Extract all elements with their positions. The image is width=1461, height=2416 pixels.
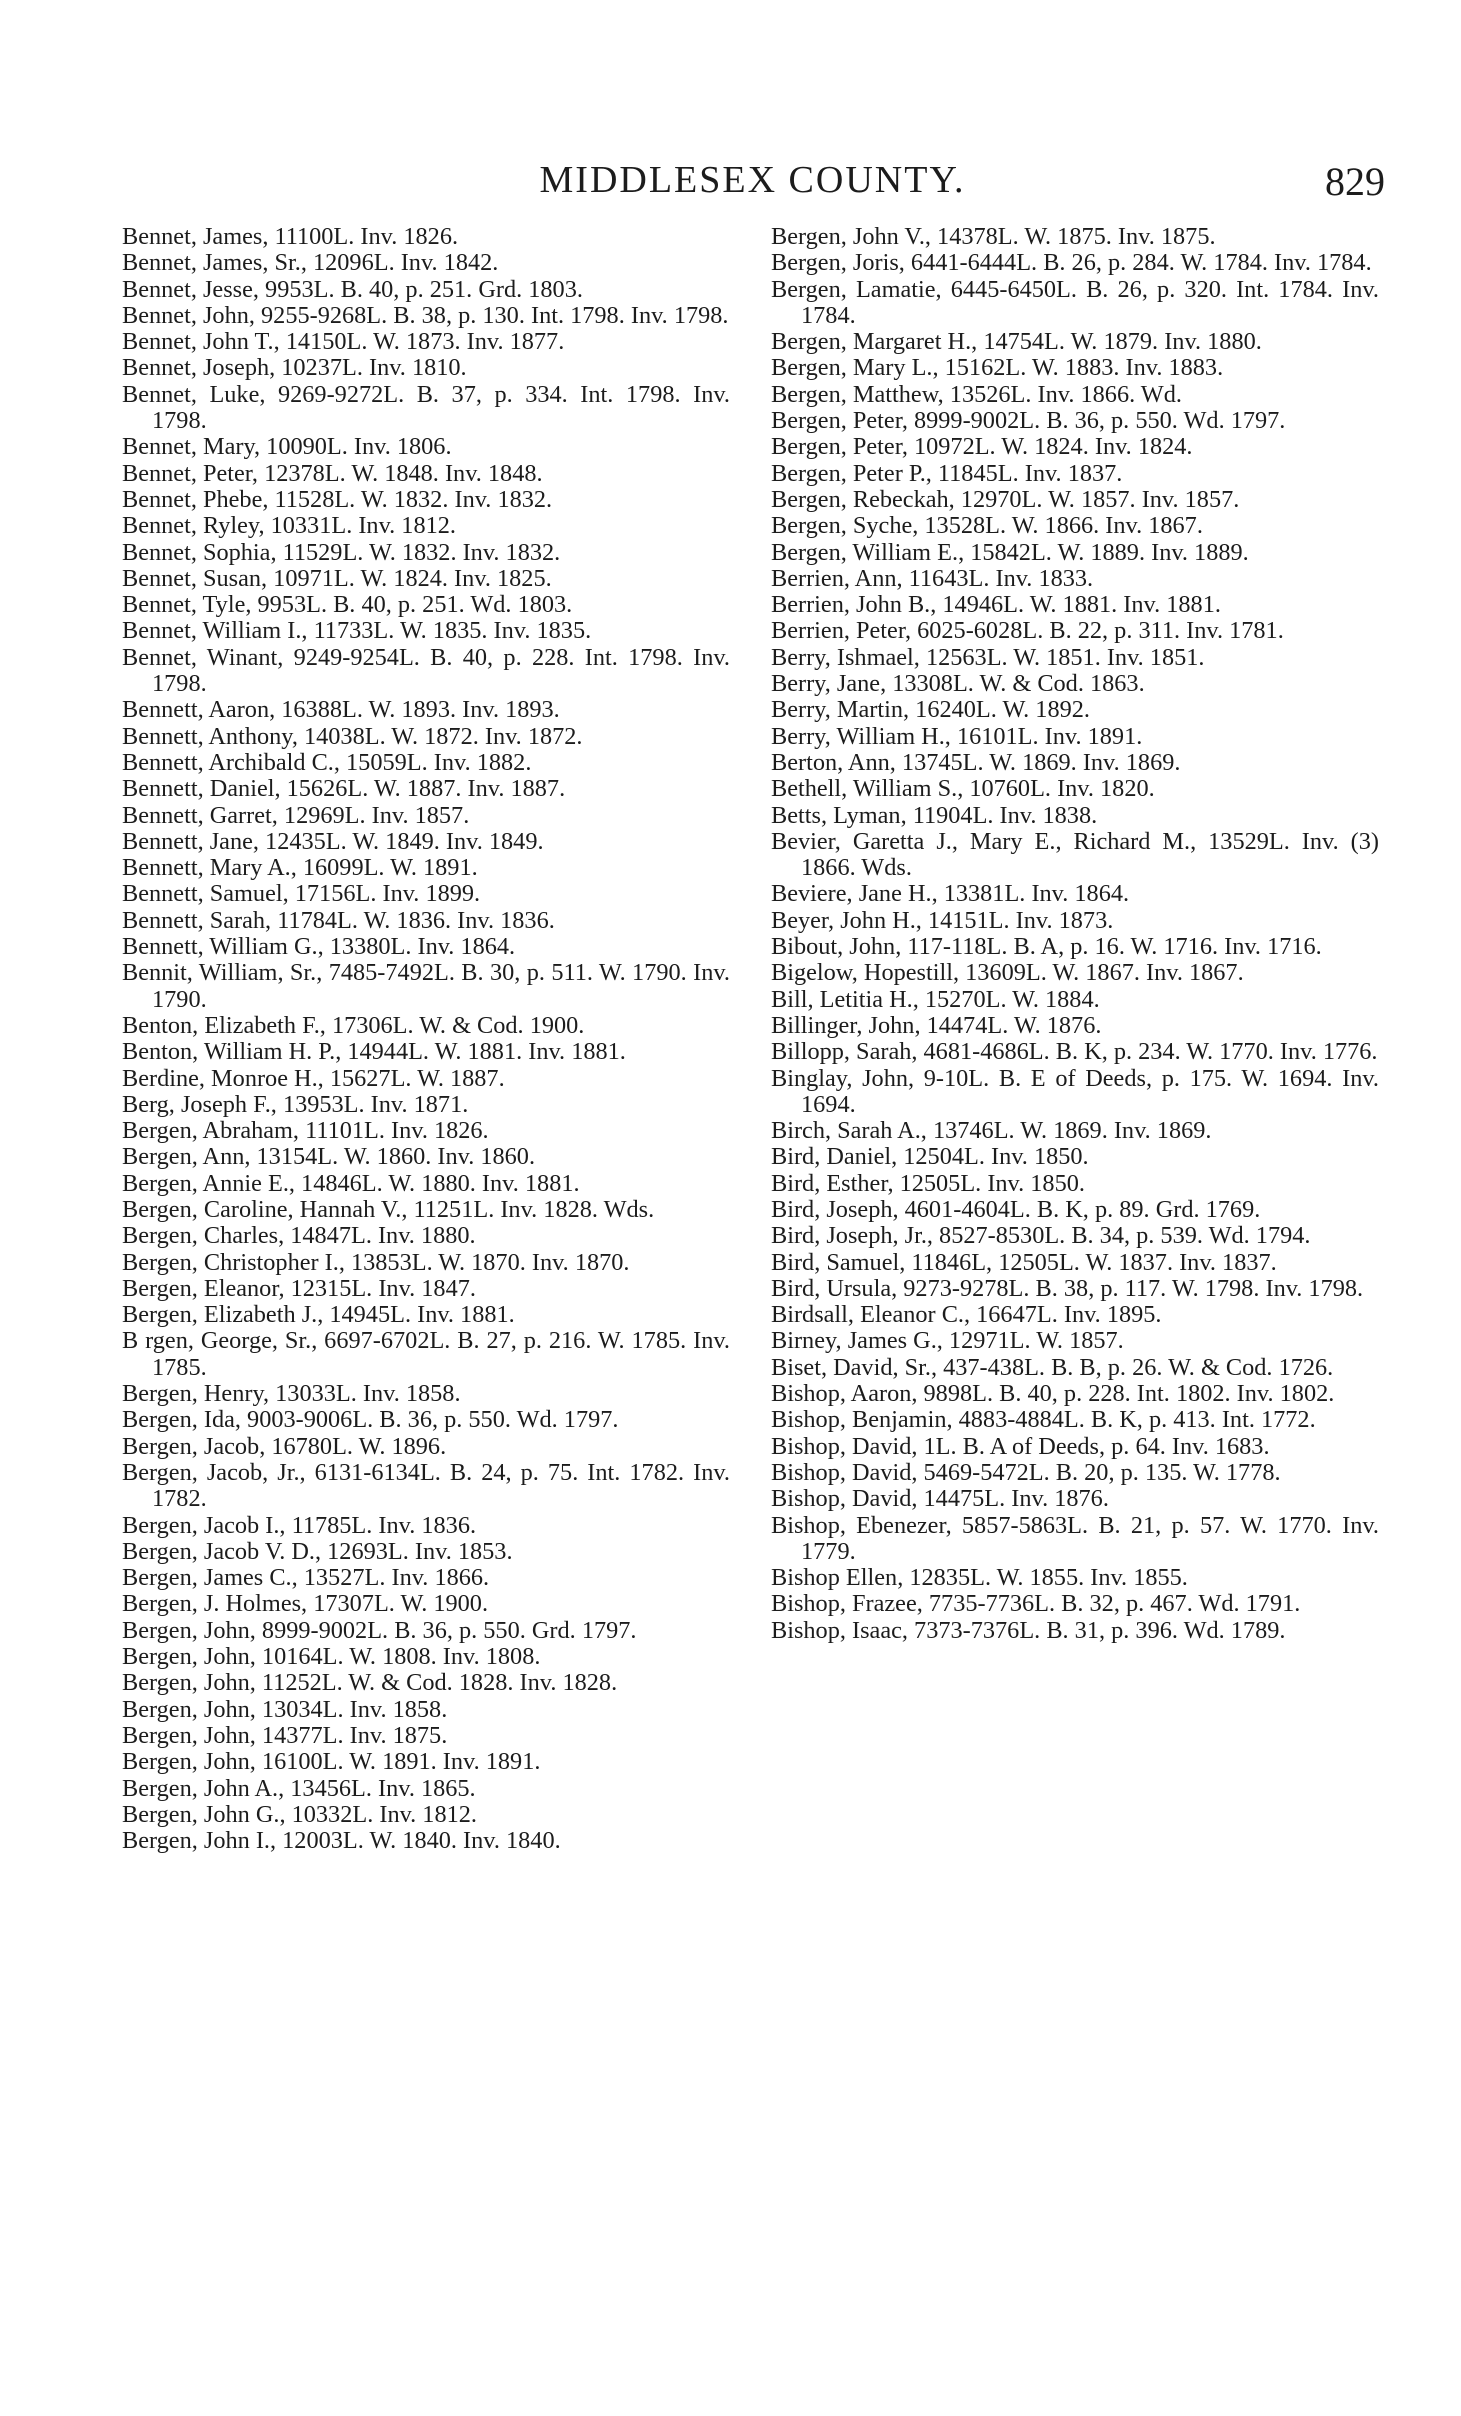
index-entry: Berry, William H., 16101L. Inv. 1891. xyxy=(771,722,1143,750)
index-entry: Bergen, Joris, 6441-6444L. B. 26, p. 284. W. 1784. Inv. 1784. xyxy=(771,249,1372,277)
index-entry: Bennit, William, Sr., 7485-7492L. B. 30, p. 511. W. 1790. Inv. 1790. xyxy=(122,959,730,1013)
index-entry: Bennet, Jesse, 9953L. B. 40, p. 251. Grd. 1803. xyxy=(122,275,583,303)
page-title: MIDDLESEX COUNTY. xyxy=(539,159,966,201)
index-entry: Beyer, John H., 14151L. Inv. 1873. xyxy=(771,906,1114,934)
index-entry: Bird, Ursula, 9273-9278L. B. 38, p. 117. W. 1798. Inv. 1798. xyxy=(771,1274,1364,1302)
index-entry: Bergen, John, 8999-9002L. B. 36, p. 550. Grd. 1797. xyxy=(122,1616,637,1644)
index-entry: Bergen, Jacob I., 11785L. Inv. 1836. xyxy=(122,1511,477,1539)
left-column xyxy=(122,224,730,1854)
index-entry: Bird, Samuel, 11846L, 12505L. W. 1837. Inv. 1837. xyxy=(771,1248,1277,1276)
index-entry: Bergen, Peter, 10972L. W. 1824. Inv. 1824. xyxy=(771,433,1193,461)
index-entry: Binglay, John, 9-10L. B. E of Deeds, p. 175. W. 1694. Inv. 1694. xyxy=(771,1064,1379,1118)
index-entry: Bergen, Ann, 13154L. W. 1860. Inv. 1860. xyxy=(122,1143,536,1171)
index-entry: Bergen, John I., 12003L. W. 1840. Inv. 1840. xyxy=(122,1827,561,1855)
index-entry: Bird, Daniel, 12504L. Inv. 1850. xyxy=(771,1143,1089,1171)
index-entry: Bergen, Caroline, Hannah V., 11251L. Inv. 1828. Wds. xyxy=(122,1195,655,1223)
index-entry: Berry, Ishmael, 12563L. W. 1851. Inv. 1851. xyxy=(771,643,1205,671)
index-entry: Bennet, James, 11100L. Inv. 1826. xyxy=(122,223,459,250)
index-entry: Bergen, Mary L., 15162L. W. 1883. Inv. 1883. xyxy=(771,354,1224,382)
index-entry: Bergen, John, 13034L. Inv. 1858. xyxy=(122,1695,448,1723)
index-entry: Bird, Joseph, 4601-4604L. B. K, p. 89. Grd. 1769. xyxy=(771,1195,1261,1223)
index-entry: Bennet, James, Sr., 12096L. Inv. 1842. xyxy=(122,249,499,277)
index-entry: Bergen, Peter P., 11845L. Inv. 1837. xyxy=(771,459,1123,487)
index-entry: Bergen, John G., 10332L. Inv. 1812. xyxy=(122,1800,477,1828)
index-entry: Bennett, Sarah, 11784L. W. 1836. Inv. 1836. xyxy=(122,906,555,934)
index-entry: Bishop, David, 14475L. Inv. 1876. xyxy=(771,1485,1109,1513)
index-entry: Bennet, William I., 11733L. W. 1835. Inv. 1835. xyxy=(122,617,592,645)
index-entry: Berry, Jane, 13308L. W. & Cod. 1863. xyxy=(771,670,1145,698)
index-entry: Berdine, Monroe H., 15627L. W. 1887. xyxy=(122,1064,505,1092)
index-entry: Bishop, Isaac, 7373-7376L. B. 31, p. 396. Wd. 1789. xyxy=(771,1616,1286,1644)
page-number: 829 xyxy=(1325,159,1385,204)
index-entry: Bennet, Susan, 10971L. W. 1824. Inv. 1825. xyxy=(122,564,552,592)
index-entry: Bethell, William S., 10760L. Inv. 1820. xyxy=(771,775,1155,803)
index-entry: Bevier, Garetta J., Mary E., Richard M., 13529L. Inv. (3) 1866. Wds. xyxy=(771,827,1379,882)
index-entry: Bennett, Anthony, 14038L. W. 1872. Inv. 1872. xyxy=(122,722,583,750)
index-entry: Berry, Martin, 16240L. W. 1892. xyxy=(771,696,1090,724)
index-entry: Betts, Lyman, 11904L. Inv. 1838. xyxy=(771,801,1098,829)
index-entry: Bergen, Christopher I., 13853L. W. 1870. Inv. 1870. xyxy=(122,1248,630,1276)
index-entry: Bigelow, Hopestill, 13609L. W. 1867. Inv. 1867. xyxy=(771,959,1244,987)
index-entry: Bibout, John, 117-118L. B. A, p. 16. W. 1716. Inv. 1716. xyxy=(771,933,1322,961)
index-entry: Berton, Ann, 13745L. W. 1869. Inv. 1869. xyxy=(771,748,1181,776)
index-entry: Bergen, Elizabeth J., 14945L. Inv. 1881. xyxy=(122,1301,515,1329)
index-entry: Bergen, Annie E., 14846L. W. 1880. Inv. 1881. xyxy=(122,1169,580,1197)
index-entry: Bergen, Jacob V. D., 12693L. Inv. 1853. xyxy=(122,1537,513,1565)
index-entry: Bishop, David, 1L. B. A of Deeds, p. 64. Inv. 1683. xyxy=(771,1432,1270,1460)
index-entry: Billopp, Sarah, 4681-4686L. B. K, p. 234. W. 1770. Inv. 1776. xyxy=(771,1038,1378,1066)
index-entry: Biset, David, Sr., 437-438L. B. B, p. 26. W. & Cod. 1726. xyxy=(771,1353,1334,1381)
index-entry: Bergen, John, 11252L. W. & Cod. 1828. Inv. 1828. xyxy=(122,1669,618,1697)
index-entry: Bennett, Jane, 12435L. W. 1849. Inv. 1849. xyxy=(122,827,544,855)
index-entry: Bishop, Ebenezer, 5857-5863L. B. 21, p. 57. W. 1770. Inv. 1779. xyxy=(771,1511,1379,1565)
index-entry: Bennet, John, 9255-9268L. B. 38, p. 130. Int. 1798. Inv. 1798. xyxy=(122,301,729,329)
index-entry: Bergen, John A., 13456L. Inv. 1865. xyxy=(122,1774,476,1802)
index-entry: Bennet, Mary, 10090L. Inv. 1806. xyxy=(122,433,452,461)
index-entry: Bennett, Mary A., 16099L. W. 1891. xyxy=(122,854,478,882)
index-entry: Bennett, Samuel, 17156L. Inv. 1899. xyxy=(122,880,481,908)
index-entry: Bergen, Abraham, 11101L. Inv. 1826. xyxy=(122,1117,489,1145)
index-entry: Bergen, James C., 13527L. Inv. 1866. xyxy=(122,1564,490,1592)
index-entry: Bennet, Joseph, 10237L. Inv. 1810. xyxy=(122,354,467,382)
index-entry: Bergen, John, 16100L. W. 1891. Inv. 1891. xyxy=(122,1748,541,1776)
index-entry: Bennet, Peter, 12378L. W. 1848. Inv. 1848. xyxy=(122,459,543,487)
index-entry: Bergen, Rebeckah, 12970L. W. 1857. Inv. 1857. xyxy=(771,485,1240,513)
index-entry: Bennet, Luke, 9269-9272L. B. 37, p. 334. Int. 1798. Inv. 1798. xyxy=(122,380,730,435)
index-entry: Bennett, Aaron, 16388L. W. 1893. Inv. 1893. xyxy=(122,696,560,724)
index-entry: Bergen, Henry, 13033L. Inv. 1858. xyxy=(122,1380,461,1408)
index-entry: B rgen, George, Sr., 6697-6702L. B. 27, p. 216. W. 1785. Inv. 1785. xyxy=(122,1327,730,1381)
index-entry: Bennett, Archibald C., 15059L. Inv. 1882. xyxy=(122,748,532,776)
index-entry: Birch, Sarah A., 13746L. W. 1869. Inv. 1869. xyxy=(771,1117,1212,1145)
index-entry: Bennet, Tyle, 9953L. B. 40, p. 251. Wd. 1803. xyxy=(122,591,573,619)
index-entry: Bennett, William G., 13380L. Inv. 1864. xyxy=(122,933,516,961)
index-entry: Bergen, Jacob, 16780L. W. 1896. xyxy=(122,1432,447,1460)
index-entry: Bergen, John V., 14378L. W. 1875. Inv. 1875. xyxy=(771,223,1216,250)
index-entry: Bishop, Benjamin, 4883-4884L. B. K, p. 413. Int. 1772. xyxy=(771,1406,1316,1434)
index-entry: Bishop Ellen, 12835L. W. 1855. Inv. 1855. xyxy=(771,1564,1188,1592)
index-entry: Berrien, John B., 14946L. W. 1881. Inv. 1881. xyxy=(771,591,1221,619)
index-entry: Bishop, David, 5469-5472L. B. 20, p. 135. W. 1778. xyxy=(771,1458,1281,1486)
index-entry: Bennett, Daniel, 15626L. W. 1887. Inv. 1887. xyxy=(122,775,566,803)
index-entry: Bennet, John T., 14150L. W. 1873. Inv. 1877. xyxy=(122,328,565,356)
index-entry: Bennet, Phebe, 11528L. W. 1832. Inv. 1832. xyxy=(122,485,553,513)
index-entry: Birney, James G., 12971L. W. 1857. xyxy=(771,1327,1124,1355)
index-entry: Bergen, Charles, 14847L. Inv. 1880. xyxy=(122,1222,476,1250)
index-entry: Bergen, Lamatie, 6445-6450L. B. 26, p. 320. Int. 1784. Inv. 1784. xyxy=(771,275,1379,329)
index-entry: Berrien, Peter, 6025-6028L. B. 22, p. 311. Inv. 1781. xyxy=(771,617,1284,645)
index-entry: Bishop, Aaron, 9898L. B. 40, p. 228. Int. 1802. Inv. 1802. xyxy=(771,1380,1335,1408)
index-entry: Bergen, Syche, 13528L. W. 1866. Inv. 1867. xyxy=(771,512,1203,540)
index-entry: Benton, William H. P., 14944L. W. 1881. Inv. 1881. xyxy=(122,1038,626,1066)
index-entry: Birdsall, Eleanor C., 16647L. Inv. 1895. xyxy=(771,1301,1162,1329)
index-entry: Bergen, John, 10164L. W. 1808. Inv. 1808. xyxy=(122,1643,541,1671)
index-entry: Billinger, John, 14474L. W. 1876. xyxy=(771,1011,1102,1039)
index-entry: Bergen, J. Holmes, 17307L. W. 1900. xyxy=(122,1590,489,1618)
index-entry: Bennet, Ryley, 10331L. Inv. 1812. xyxy=(122,512,456,540)
index-entry: Bergen, Margaret H., 14754L. W. 1879. Inv. 1880. xyxy=(771,328,1262,356)
index-entry: Bergen, John, 14377L. Inv. 1875. xyxy=(122,1721,448,1749)
index-entry: Benton, Elizabeth F., 17306L. W. & Cod. 1900. xyxy=(122,1011,585,1039)
index-entry: Bergen, Ida, 9003-9006L. B. 36, p. 550. Wd. 1797. xyxy=(122,1406,619,1434)
index-entry: Bergen, Peter, 8999-9002L. B. 36, p. 550. Wd. 1797. xyxy=(771,407,1286,435)
index-entry: Bergen, Eleanor, 12315L. Inv. 1847. xyxy=(122,1274,476,1302)
right-column xyxy=(771,224,1379,1644)
index-entry: Berrien, Ann, 11643L. Inv. 1833. xyxy=(771,564,1094,592)
index-entry: Bennet, Sophia, 11529L. W. 1832. Inv. 1832. xyxy=(122,538,561,566)
index-entry: Berg, Joseph F., 13953L. Inv. 1871. xyxy=(122,1090,469,1118)
index-entry: Bergen, William E., 15842L. W. 1889. Inv. 1889. xyxy=(771,538,1249,566)
index-entry: Bill, Letitia H., 15270L. W. 1884. xyxy=(771,985,1100,1013)
index-entry: Bergen, Jacob, Jr., 6131-6134L. B. 24, p. 75. Int. 1782. Inv. 1782. xyxy=(122,1458,730,1513)
index-entry: Bird, Joseph, Jr., 8527-8530L. B. 34, p. 539. Wd. 1794. xyxy=(771,1222,1311,1250)
page-header xyxy=(120,158,1385,208)
index-entry: Bennet, Winant, 9249-9254L. B. 40, p. 228. Int. 1798. Inv. 1798. xyxy=(122,643,730,698)
index-entry: Beviere, Jane H., 13381L. Inv. 1864. xyxy=(771,880,1130,908)
index-entry: Bird, Esther, 12505L. Inv. 1850. xyxy=(771,1169,1085,1197)
index-entry: Bishop, Frazee, 7735-7736L. B. 32, p. 467. Wd. 1791. xyxy=(771,1590,1301,1618)
index-entry: Bergen, Matthew, 13526L. Inv. 1866. Wd. xyxy=(771,380,1182,408)
index-entry: Bennett, Garret, 12969L. Inv. 1857. xyxy=(122,801,470,829)
